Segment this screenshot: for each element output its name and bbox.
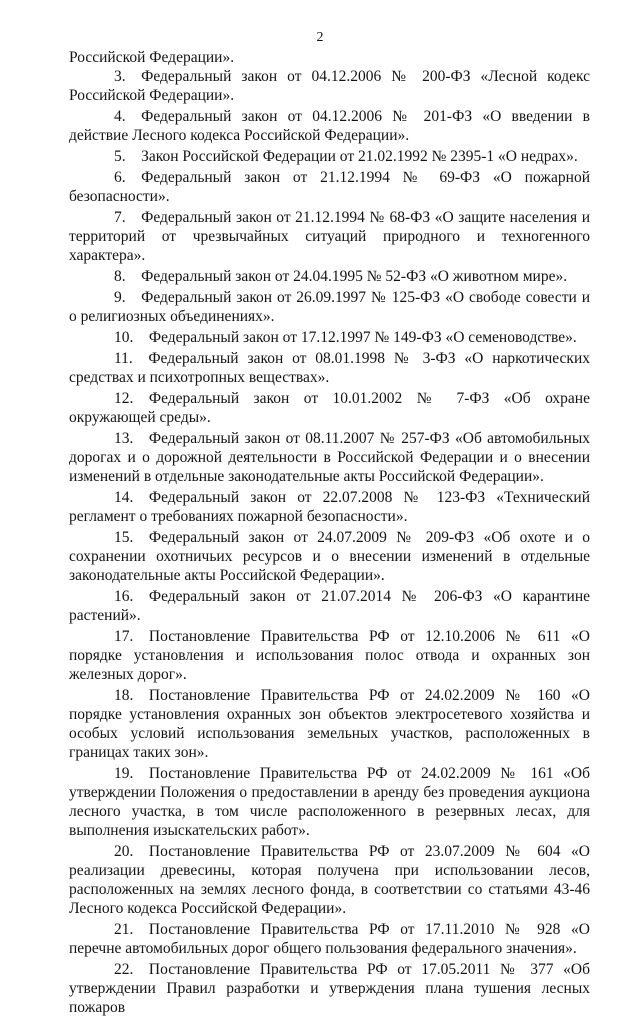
item-number: 21.	[114, 921, 134, 938]
list-item	[69, 488, 590, 526]
item-number: 14.	[114, 489, 134, 506]
list-item	[69, 107, 590, 145]
item-text: Постановление Правительства РФ от 24.02.2009 № 160 «О порядке установления охранных зон объектов электросетевого хозяйства и особых условий использования земельных участков, расположенных в границах таких зон».	[69, 687, 590, 761]
item-number: 5.	[114, 148, 126, 165]
item-number: 22.	[114, 961, 134, 978]
list-item	[69, 920, 590, 958]
list-item	[69, 627, 590, 684]
item-text: Постановление Правительства РФ от 23.07.2009 № 604 «О реализации древесины, которая получена при использовании лесов, расположенных на землях лесного фонда, в соответствии со статьями 43-46 Лесного кодекса Российской Федерации».	[69, 843, 590, 917]
item-text: Постановление Правительства РФ от 17.11.2010 № 928 «О перечне автомобильных дорог общего пользования федерального значения».	[69, 921, 590, 957]
item-text: Федеральный закон от 10.01.2002 № 7-ФЗ «Об охране окружающей среды».	[69, 390, 590, 426]
item-text: Федеральный закон от 04.12.2006 № 200-ФЗ «Лесной кодекс Российской Федерации».	[69, 68, 590, 104]
list-item	[69, 147, 590, 166]
document-body	[69, 48, 590, 1017]
legal-acts-list	[69, 67, 590, 1017]
list-item	[69, 587, 590, 625]
item-number: 7.	[114, 209, 126, 226]
list-item	[69, 168, 590, 206]
item-text: Федеральный закон от 08.11.2007 № 257-ФЗ «Об автомобильных дорогах и о дорожной деятельности в Российской Федерации и о внесении изменений в отдельные законодательные акты Российской Федерации».	[69, 430, 590, 485]
list-item	[69, 267, 590, 286]
item-text: Закон Российской Федерации от 21.02.1992 № 2395-1 «О недрах».	[141, 148, 578, 165]
item-number: 18.	[114, 687, 134, 704]
item-number: 12.	[114, 390, 134, 407]
item-number: 17.	[114, 628, 134, 645]
item-text: Федеральный закон от 26.09.1997 № 125-ФЗ «О свободе совести и о религиозных объединениях».	[69, 289, 590, 325]
item-text: Постановление Правительства РФ от 12.10.2006 № 611 «О порядке установления и использования полос отвода и охранных зон железных дорог».	[69, 628, 590, 683]
list-item	[69, 328, 590, 347]
list-item	[69, 686, 590, 762]
item-text: Федеральный закон от 21.12.1994 № 69-ФЗ «О пожарной безопасности».	[69, 169, 590, 205]
item-number: 20.	[114, 843, 134, 860]
item-text: Федеральный закон от 21.12.1994 № 68-ФЗ «О защите населения и территорий от чрезвычайных ситуаций природного и техногенного характера».	[69, 209, 590, 264]
item-text: Федеральный закон от 21.07.2014 № 206-ФЗ «О карантине растений».	[69, 588, 590, 624]
item-text: Федеральный закон от 24.04.1995 № 52-ФЗ «О животном мире».	[141, 268, 568, 285]
item-text: Федеральный закон от 22.07.2008 № 123-ФЗ «Технический регламент о требованиях пожарной безопасности».	[69, 489, 590, 525]
item-number: 15.	[114, 529, 134, 546]
list-item	[69, 67, 590, 105]
item-text: Федеральный закон от 08.01.1998 № 3-ФЗ «О наркотических средствах и психотропных веществах».	[69, 350, 590, 386]
list-item	[69, 764, 590, 840]
item-number: 19.	[114, 765, 134, 782]
page-number: 2	[316, 30, 324, 45]
item-number: 3.	[114, 68, 126, 85]
item-number: 11.	[114, 350, 133, 367]
item-number: 8.	[114, 268, 126, 285]
list-item	[69, 349, 590, 387]
list-item	[69, 842, 590, 918]
item-text: Федеральный закон от 04.12.2006 № 201-ФЗ «О введении в действие Лесного кодекса Российской Федерации».	[69, 108, 590, 144]
item-text: Постановление Правительства РФ от 24.02.2009 № 161 «Об утверждении Положения о предоставлении в аренду без проведения аукциона лесного участка, в том числе расположенного в резервных лесах, для выполнения изыскательских работ».	[69, 765, 590, 839]
item-number: 10.	[114, 329, 134, 346]
list-item	[69, 208, 590, 265]
item-number: 13.	[114, 430, 134, 447]
item-text: Федеральный закон от 17.12.1997 № 149-ФЗ «О семеноводстве».	[148, 329, 577, 346]
list-item	[69, 960, 590, 1017]
item-number: 4.	[114, 108, 126, 125]
item-number: 16.	[114, 588, 134, 605]
item-text: Постановление Правительства РФ от 17.05.2011 № 377 «Об утверждении Правил разработки и утверждения плана тушения лесных пожаров	[69, 961, 590, 1016]
item-number: 6.	[114, 169, 126, 186]
list-item	[69, 528, 590, 585]
list-item	[69, 288, 590, 326]
list-item	[69, 429, 590, 486]
item-text: Федеральный закон от 24.07.2009 № 209-ФЗ «Об охоте и о сохранении охотничьих ресурсов и о внесении изменений в отдельные законодательные акты Российской Федерации».	[69, 529, 590, 584]
list-item	[69, 389, 590, 427]
continuation-text: Российской Федерации».	[69, 49, 235, 66]
item-number: 9.	[114, 289, 126, 306]
